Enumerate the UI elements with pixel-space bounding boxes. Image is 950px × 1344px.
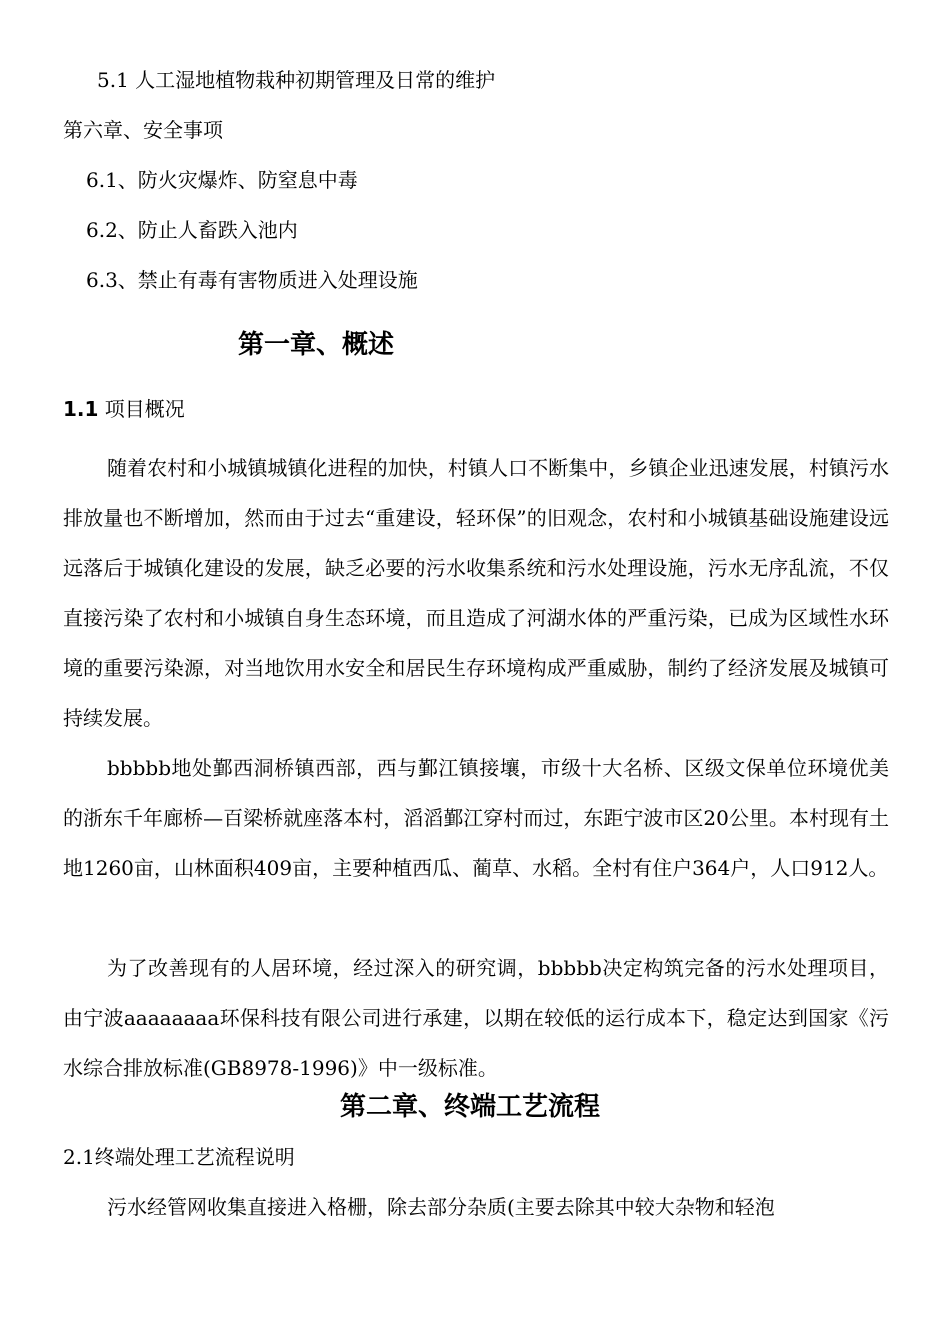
chapter-1-paragraph-1: 随着农村和小城镇城镇化进程的加快，村镇人口不断集中，乡镇企业迅速发展，村镇污水排放量也不断增加，然而由于过去“重建设，轻环保”的旧观念，农村和小城镇基础设施建设远远落后于城镇化建设的发展，缺乏必要的污水收集系统和污水处理设施，污水无序乱流，不仅直接污染了农村和小城镇自身生态环境，而且造成了河湖水体的严重污染，已成为区域性水环境的重要污染源，对当地饮用水安全和居民生存环境构成严重威胁，制约了经济发展及城镇可持续发展。 bbox=[63, 456, 889, 730]
chapter-2-paragraph-1: 污水经管网收集直接进入格栅，除去部分杂质(主要去除其中较大杂物和轻泡 bbox=[107, 1195, 775, 1219]
section-2-1-title: 2.1终端处理工艺流程说明 bbox=[63, 1145, 295, 1169]
toc-item-5-1: 5.1 人工湿地植物栽种初期管理及日常的维护 bbox=[97, 68, 496, 92]
toc-item-6-3: 6.3、禁止有毒有害物质进入处理设施 bbox=[86, 268, 418, 292]
toc-item-6-1: 6.1、防火灾爆炸、防窒息中毒 bbox=[86, 168, 358, 192]
toc-chapter-6: 第六章、安全事项 bbox=[63, 118, 223, 142]
chapter-2-title: 第二章、终端工艺流程 bbox=[340, 1092, 601, 1122]
chapter-1-paragraph-2: bbbbb地处鄞西洞桥镇西部，西与鄞江镇接壤，市级十大名桥、区级文保单位环境优美的浙东千年廊桥—百梁桥就座落本村，滔滔鄞江穿村而过，东距宁波市区20公里。本村现有土地1260亩，山林面积409亩，主要种植西瓜、蔺草、水稻。全村有住户364户，人口912人。 bbox=[63, 756, 889, 880]
toc-item-6-2: 6.2、防止人畜跌入池内 bbox=[86, 218, 298, 242]
section-1-1-title: 项目概况 bbox=[104, 397, 185, 421]
section-1-1-number: 1.1 bbox=[63, 397, 99, 421]
chapter-1-paragraph-3: 为了改善现有的人居环境，经过深入的研究调，bbbbb决定构筑完备的污水处理项目，由宁波aaaaaaaa环保科技有限公司进行承建，以期在较低的运行成本下，稳定达到国家《污水综合排放标准(GB8978-1996)》中一级标准。 bbox=[63, 956, 889, 1080]
chapter-1-title: 第一章、概述 bbox=[238, 330, 395, 360]
section-1-1-heading bbox=[63, 395, 185, 423]
